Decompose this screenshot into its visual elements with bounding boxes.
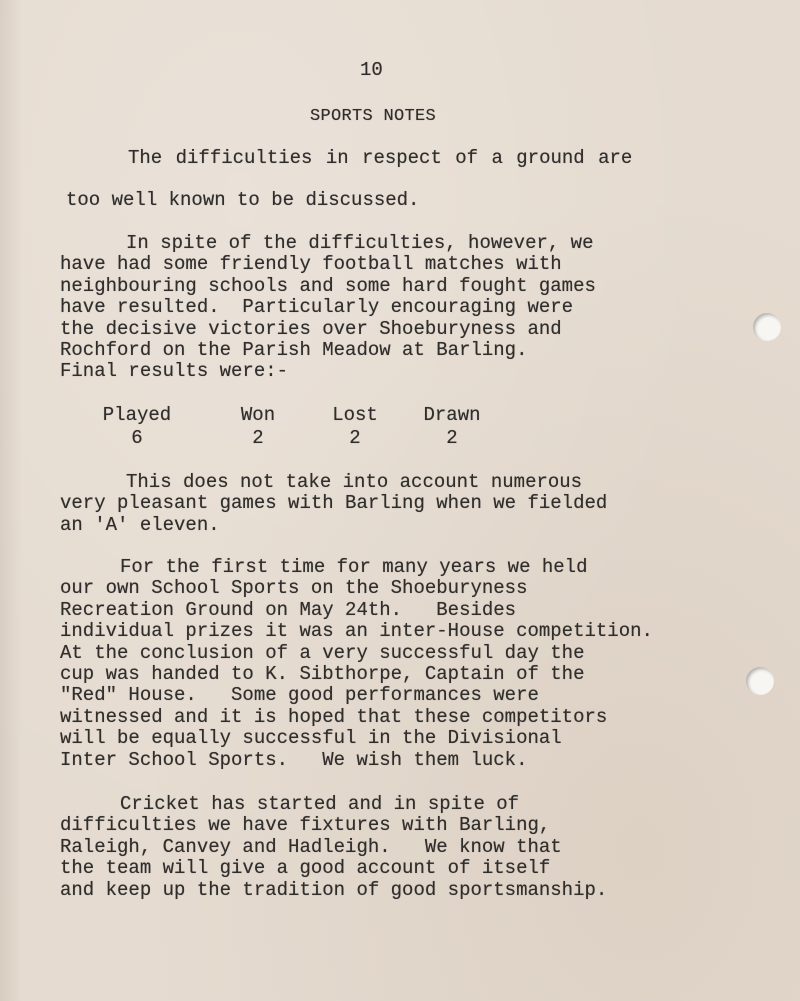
paragraph-line: difficulties we have fixtures with Barling, — [60, 814, 551, 837]
results-won — [228, 405, 288, 449]
paragraph-line: Cricket has started and in spite of — [120, 793, 520, 815]
paragraph-line: the team will give a good account of itself — [60, 857, 551, 880]
results-played — [92, 405, 182, 449]
paragraph-line: Rochford on the Parish Meadow at Barling. — [60, 338, 528, 361]
paragraph-line: This does not take into account numerous — [126, 471, 583, 493]
results-label: Played — [102, 404, 172, 426]
results-value: 6 — [131, 427, 143, 449]
paragraph-line: have resulted. Particularly encouraging were — [60, 296, 574, 319]
paragraph-line: cup was handed to K. Sibthorpe, Captain of the — [60, 662, 585, 685]
paragraph-line: Final results were:- — [60, 360, 289, 383]
paragraph-line: and keep up the tradition of good sportsmanship. — [60, 878, 608, 901]
results-value: 2 — [349, 427, 361, 449]
paragraph-football — [60, 233, 596, 383]
results-value: 2 — [252, 427, 264, 449]
paragraph-line: At the conclusion of a very successful day the — [60, 641, 585, 664]
punch-hole — [746, 667, 774, 695]
paragraph-line: In spite of the difficulties, however, we — [126, 232, 594, 254]
paragraph-line: The difficulties in respect of a ground are — [128, 147, 633, 169]
paragraph-line: For the first time for many years we held — [120, 556, 588, 578]
paragraph-line: very pleasant games with Barling when we fielded — [60, 492, 608, 515]
paragraph-line: "Red" House. Some good performances were — [60, 684, 539, 707]
results-table — [0, 405, 800, 451]
page-edge-shadow — [0, 0, 22, 1001]
paragraph-line: individual prizes it was an inter-House competition. — [60, 620, 653, 643]
paragraph-line: Recreation Ground on May 24th. Besides — [60, 598, 517, 621]
paragraph-line: will be equally successful in the Divisional — [60, 727, 562, 750]
paragraph-line: witnessed and it is hoped that these competitors — [60, 705, 608, 728]
paragraph-line: Raleigh, Canvey and Hadleigh. We know that — [60, 835, 562, 858]
punch-hole — [753, 313, 781, 341]
paragraph-line: too well known to be discussed. — [66, 189, 420, 211]
page-number: 10 — [360, 59, 383, 81]
results-label: Drawn — [423, 404, 481, 426]
results-label: Won — [240, 404, 276, 426]
paragraph-school-sports — [60, 557, 653, 771]
paragraph-cricket — [60, 794, 607, 901]
results-label: Lost — [332, 404, 378, 426]
paragraph-line: our own School Sports on the Shoeburyness — [60, 577, 528, 600]
paragraph-line: Inter School Sports. We wish them luck. — [60, 748, 528, 771]
results-lost — [322, 405, 388, 449]
results-value: 2 — [446, 427, 458, 449]
paragraph-line: the decisive victories over Shoeburyness and — [60, 317, 562, 340]
paragraph-barling — [60, 472, 607, 536]
page-heading: SPORTS NOTES — [310, 107, 437, 126]
paragraph-line: an 'A' eleven. — [60, 513, 220, 536]
results-drawn — [412, 405, 492, 449]
paragraph-line: have had some friendly football matches with — [60, 253, 562, 276]
paragraph-line: neighbouring schools and some hard fought games — [60, 274, 596, 297]
